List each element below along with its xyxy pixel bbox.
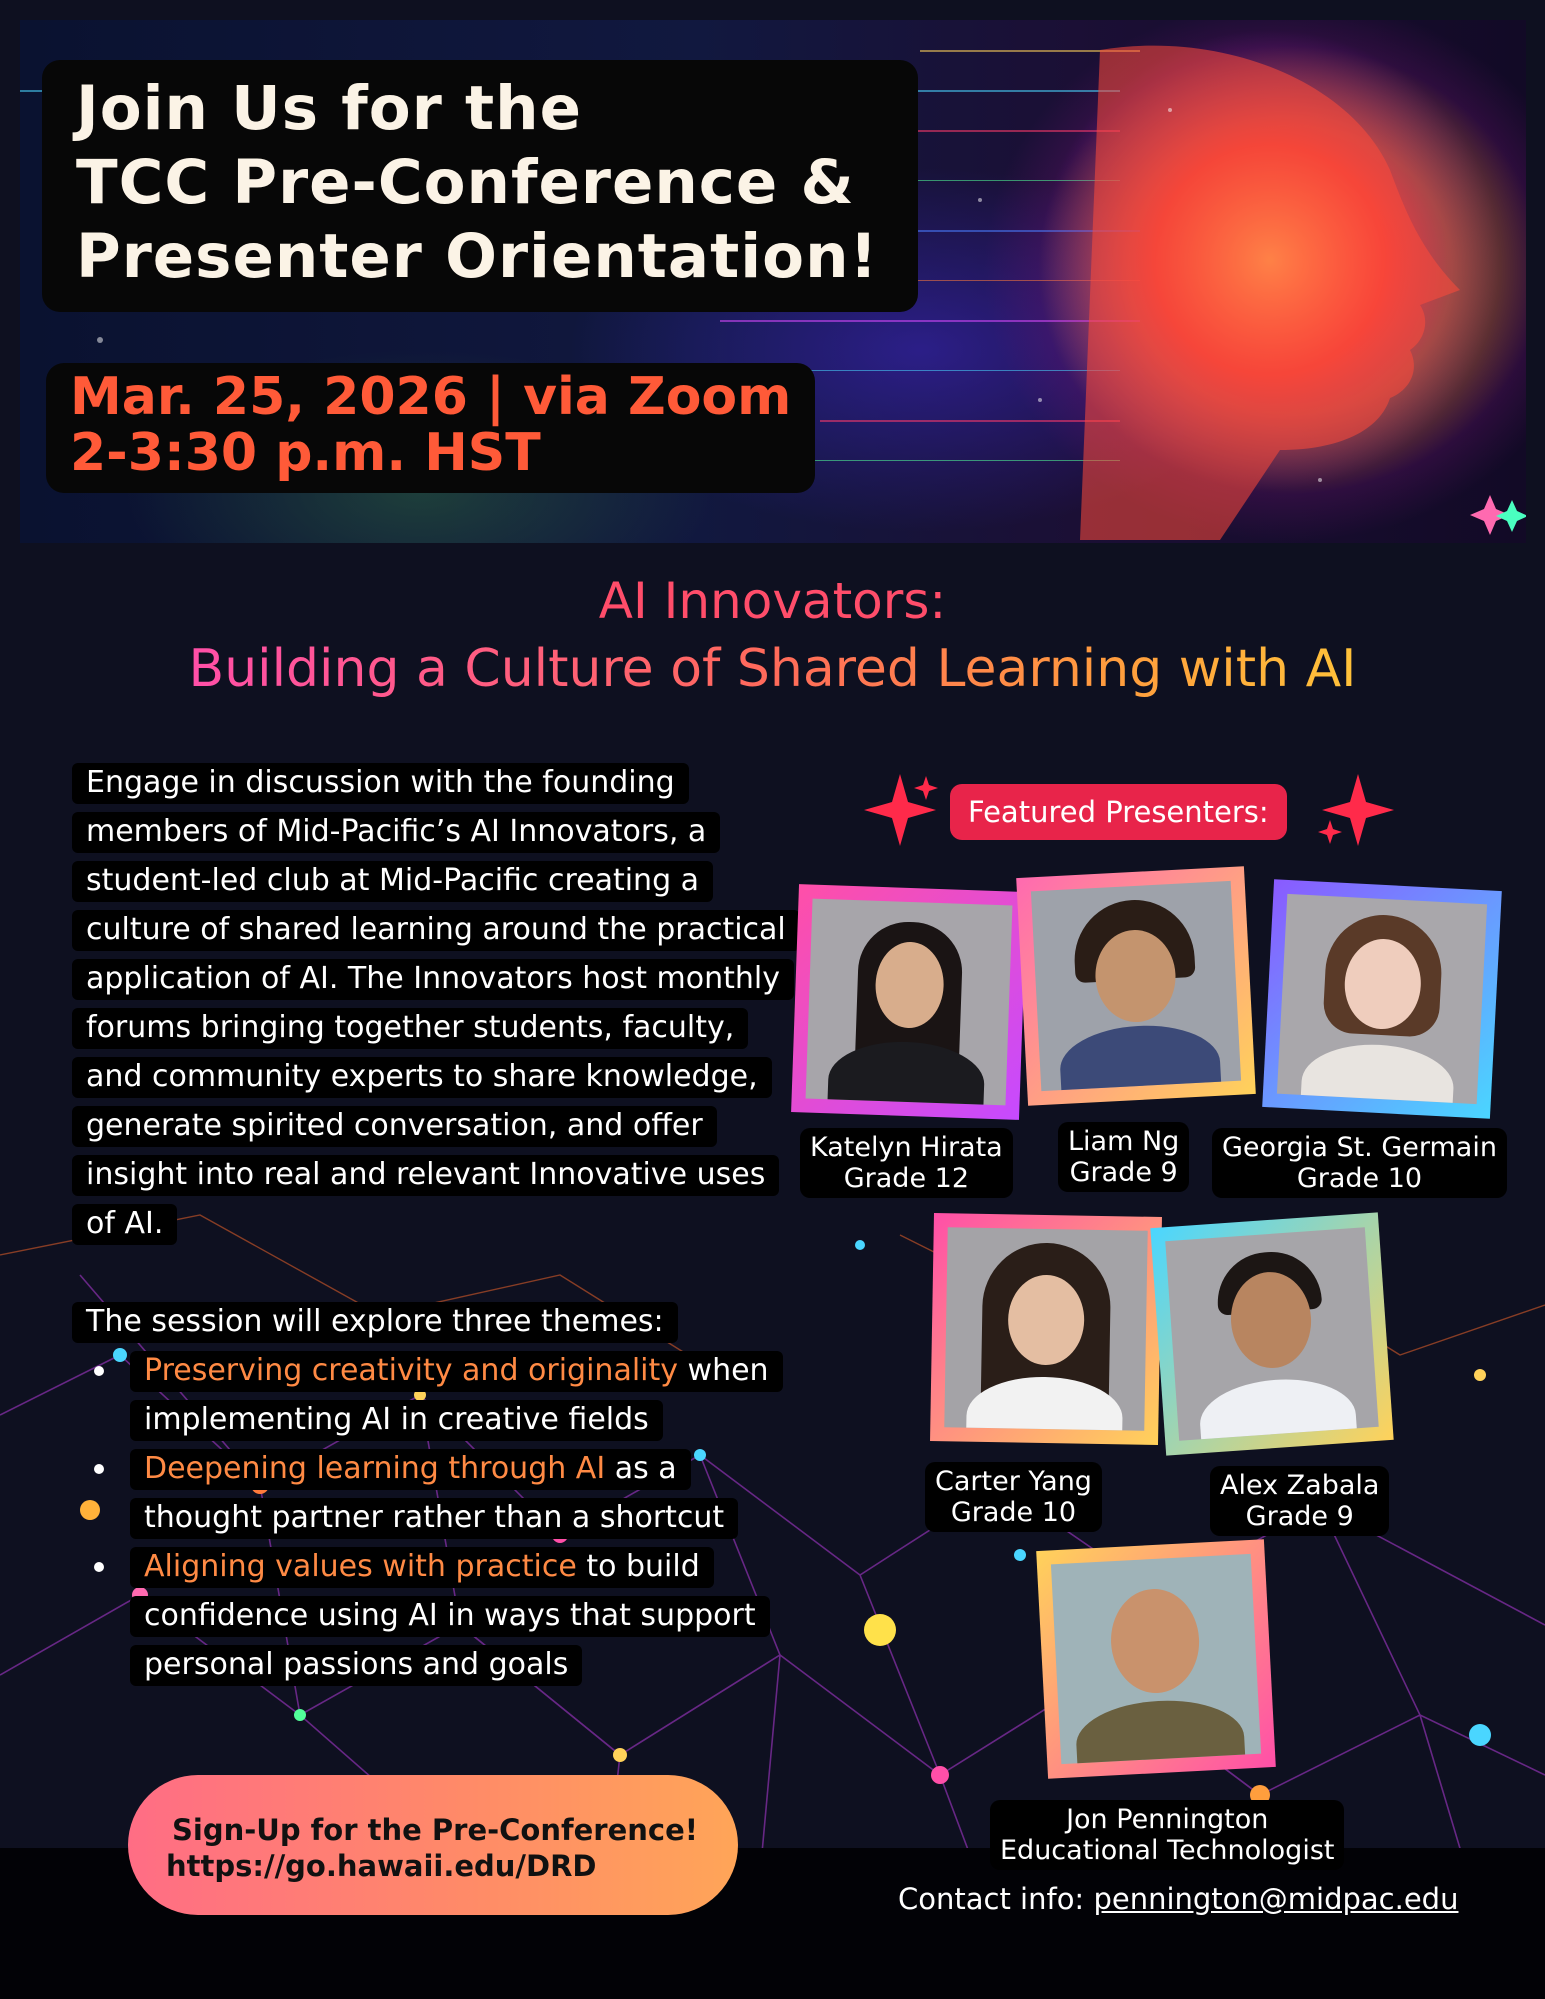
presenter-name: Alex Zabala <box>1220 1470 1380 1501</box>
themes-intro-text: The session will explore three themes: <box>72 1302 678 1343</box>
theme-accent: Aligning values with practice <box>144 1549 577 1584</box>
session-headline <box>0 568 1545 704</box>
bullet-icon <box>94 1562 104 1572</box>
signup-link[interactable]: https://go.hawaii.edu/DRD <box>166 1849 597 1883</box>
featured-presenters-header <box>860 770 1380 860</box>
themes-list <box>72 1346 792 1689</box>
themes-intro <box>72 1297 792 1346</box>
theme-item <box>130 1444 792 1542</box>
event-date: Mar. 25, 2026 | via Zoom <box>70 367 792 427</box>
theme-accent: Preserving creativity and originality <box>144 1353 679 1388</box>
presenter-name: Liam Ng <box>1068 1126 1180 1157</box>
hero-banner <box>20 20 1526 543</box>
presenter-photo-liam <box>1016 866 1256 1106</box>
intro-text: Engage in discussion with the founding members of Mid-Pacific’s AI Innovators, a student-led club at Mid-Pacific creating a culture of shared learning around the practical application of AI. The Innovators host monthly forums bringing together students, faculty, and community experts to share knowledge, generate spirited conversation, and offer insight into real and relevant Innovative uses of AI. <box>72 763 800 1245</box>
event-date-box <box>46 363 815 493</box>
event-time: 2-3:30 p.m. HST <box>70 423 541 483</box>
sparkle-icon <box>860 770 940 850</box>
contact-label: Contact info: <box>898 1882 1094 1916</box>
presenter-caption-liam <box>1058 1122 1189 1192</box>
presenter-caption-jon <box>990 1800 1344 1870</box>
signup-button[interactable] <box>128 1775 738 1915</box>
featured-presenters-label: Featured Presenters: <box>950 784 1287 840</box>
presenter-photo-alex <box>1150 1212 1393 1455</box>
presenter-caption-katelyn <box>800 1128 1013 1198</box>
presenter-photo-katelyn <box>791 884 1027 1120</box>
session-title: AI Innovators: <box>598 572 947 630</box>
presenter-name: Carter Yang <box>935 1466 1092 1497</box>
theme-item <box>130 1346 792 1444</box>
hero-title-box <box>42 60 918 312</box>
contact-info <box>898 1882 1458 1916</box>
presenter-caption-carter <box>925 1462 1102 1532</box>
presenter-name: Jon Pennington <box>1066 1804 1269 1835</box>
hero-title-line-2: TCC Pre-Conference & <box>76 147 855 218</box>
theme-text: to build confidence using AI in ways that support personal passions and goals <box>144 1549 756 1682</box>
theme-accent: Deepening learning through AI <box>144 1451 606 1486</box>
presenter-name: Georgia St. Germain <box>1222 1132 1497 1163</box>
presenter-caption-georgia <box>1212 1128 1507 1198</box>
session-description <box>72 758 792 1689</box>
hero-title-line-1: Join Us for the <box>76 73 582 144</box>
presenter-role: Grade 9 <box>1245 1501 1354 1532</box>
presenter-caption-alex <box>1210 1466 1389 1536</box>
hero-title-line-3: Presenter Orientation! <box>76 221 879 292</box>
bullet-icon <box>94 1464 104 1474</box>
presenter-role: Educational Technologist <box>1000 1835 1335 1866</box>
presenter-role: Grade 10 <box>950 1497 1077 1528</box>
signup-label: Sign-Up for the Pre-Conference! <box>172 1813 698 1847</box>
presenter-photo-jon <box>1036 1539 1276 1779</box>
theme-text: when implementing AI in creative fields <box>144 1353 769 1437</box>
presenter-role: Grade 10 <box>1296 1163 1423 1194</box>
contact-email-link[interactable]: pennington@midpac.edu <box>1093 1882 1459 1916</box>
sparkle-icon <box>1318 770 1398 850</box>
presenter-role: Grade 9 <box>1069 1157 1178 1188</box>
presenter-photo-carter <box>930 1213 1162 1445</box>
theme-text: as a thought partner rather than a shortcut <box>144 1451 725 1535</box>
session-subtitle: Building a Culture of Shared Learning with AI <box>189 634 1357 704</box>
presenter-role: Grade 12 <box>843 1163 969 1194</box>
intro-paragraph <box>72 758 792 1248</box>
presenter-name: Katelyn Hirata <box>810 1132 1003 1163</box>
bullet-icon <box>94 1366 104 1376</box>
presenter-photo-georgia <box>1262 879 1502 1119</box>
theme-item <box>130 1542 792 1689</box>
